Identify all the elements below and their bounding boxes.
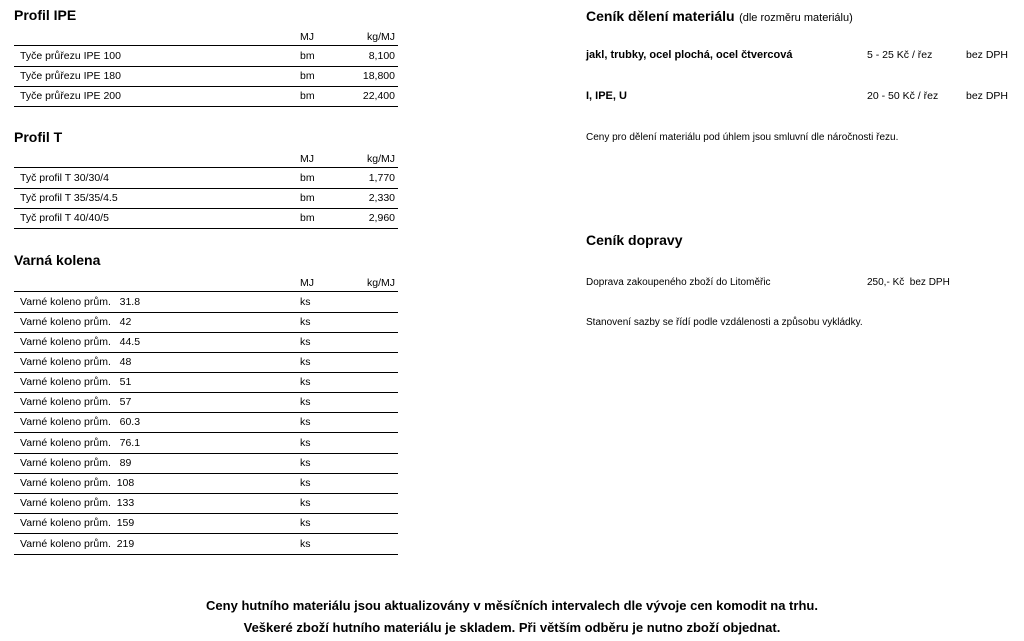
ipe-title: Profil IPE <box>14 7 77 23</box>
table-row <box>14 168 398 189</box>
cutting-item-vat: bez DPH <box>966 49 1009 61</box>
table-row <box>14 453 398 474</box>
row-mj: ks <box>300 396 311 408</box>
row-kg: 18,800 <box>362 70 395 82</box>
table-row <box>14 46 398 67</box>
row-name: Tyč profil T 30/30/4 <box>20 172 109 184</box>
row-name: Varné koleno prům. 48 <box>20 356 132 368</box>
row-mj: ks <box>300 416 311 428</box>
row-name: Varné koleno prům. 42 <box>20 316 132 328</box>
kolena-col-kg: kg/MJ <box>366 277 395 289</box>
cutting-title: Ceník dělení materiálu <box>586 8 735 24</box>
row-mj: ks <box>300 336 311 348</box>
transport-item: Doprava zakoupeného zboží do Litoměřic <box>586 277 771 288</box>
row-name: Tyč profil T 40/40/5 <box>20 212 109 224</box>
row-kg: 1,770 <box>368 172 395 184</box>
row-name: Varné koleno prům. 76.1 <box>20 437 141 449</box>
row-mj: ks <box>300 437 311 449</box>
row-name: Varné koleno prům. 44.5 <box>20 336 141 348</box>
row-kg: 2,330 <box>368 192 395 204</box>
row-mj: ks <box>300 316 311 328</box>
row-name: Tyče průřezu IPE 200 <box>20 90 121 102</box>
row-name: Varné koleno prům. 57 <box>20 396 132 408</box>
row-kg: 2,960 <box>368 212 395 224</box>
kolena-col-mj: MJ <box>300 277 314 289</box>
row-name: Varné koleno prům. 89 <box>20 457 132 469</box>
tprofile-col-kg: kg/MJ <box>366 153 395 165</box>
table-row <box>14 352 398 373</box>
row-mj: ks <box>300 517 311 529</box>
row-name: Varné koleno prům. 60.3 <box>20 416 141 428</box>
table-row <box>14 332 398 353</box>
table-row <box>14 208 398 229</box>
row-mj: bm <box>300 50 315 62</box>
row-mj: ks <box>300 356 311 368</box>
table-row <box>14 392 398 413</box>
row-kg: 8,100 <box>368 50 395 62</box>
ipe-col-mj: MJ <box>300 31 314 43</box>
table-row <box>14 513 398 534</box>
table-row <box>14 473 398 494</box>
transport-price: 250,- Kč bez DPH <box>867 277 950 288</box>
table-row <box>14 372 398 393</box>
footer-line-1: Ceny hutního materiálu jsou aktualizovány v měsíčních intervalech dle vývoje cen komodit na trhu. <box>206 598 818 613</box>
tprofile-col-mj: MJ <box>300 153 314 165</box>
table-row <box>14 86 398 107</box>
cutting-item-name: I, IPE, U <box>586 90 627 102</box>
row-mj: bm <box>300 192 315 204</box>
row-mj: ks <box>300 538 311 550</box>
cutting-item-name: jakl, trubky, ocel plochá, ocel čtvercová <box>586 49 793 61</box>
footer-line-2: Veškeré zboží hutního materiálu je skladem. Při větším odběru je nutno zboží objednat. <box>243 620 781 635</box>
table-row <box>14 534 398 555</box>
table-row <box>14 188 398 209</box>
cutting-item <box>586 49 1016 65</box>
row-mj: ks <box>300 376 311 388</box>
transport-title: Ceník dopravy <box>586 232 683 248</box>
row-mj: ks <box>300 477 311 489</box>
cutting-note: Ceny pro dělení materiálu pod úhlem jsou smluvní dle náročnosti řezu. <box>586 132 899 143</box>
ipe-col-kg: kg/MJ <box>366 31 395 43</box>
cutting-item-price: 5 - 25 Kč / řez <box>867 49 933 61</box>
row-mj: ks <box>300 497 311 509</box>
table-row <box>14 292 398 313</box>
tprofile-title: Profil T <box>14 129 63 145</box>
transport-note: Stanovení sazby se řídí podle vzdálenosti a způsobu vykládky. <box>586 317 863 328</box>
row-name: Tyč profil T 35/35/4.5 <box>20 192 118 204</box>
table-row <box>14 312 398 333</box>
cutting-item-price: 20 - 50 Kč / řez <box>867 90 939 102</box>
row-name: Tyče průřezu IPE 180 <box>20 70 121 82</box>
table-row <box>14 66 398 87</box>
row-name: Varné koleno prům. 51 <box>20 376 132 388</box>
row-name: Varné koleno prům. 31.8 <box>20 296 141 308</box>
table-row <box>14 493 398 514</box>
row-mj: ks <box>300 457 311 469</box>
table-row <box>14 412 398 433</box>
row-name: Tyče průřezu IPE 100 <box>20 50 121 62</box>
cutting-item-vat: bez DPH <box>966 90 1009 102</box>
cutting-section <box>586 8 1016 26</box>
row-mj: bm <box>300 172 315 184</box>
row-name: Varné koleno prům. 219 <box>20 538 135 550</box>
row-name: Varné koleno prům. 133 <box>20 497 135 509</box>
row-mj: bm <box>300 70 315 82</box>
cutting-item <box>586 90 1016 106</box>
row-mj: bm <box>300 90 315 102</box>
kolena-title: Varná kolena <box>14 252 101 268</box>
row-mj: bm <box>300 212 315 224</box>
row-mj: ks <box>300 296 311 308</box>
row-name: Varné koleno prům. 108 <box>20 477 135 489</box>
table-row <box>14 433 398 454</box>
cutting-subtitle: (dle rozměru materiálu) <box>739 12 853 24</box>
row-kg: 22,400 <box>362 90 395 102</box>
row-name: Varné koleno prům. 159 <box>20 517 135 529</box>
